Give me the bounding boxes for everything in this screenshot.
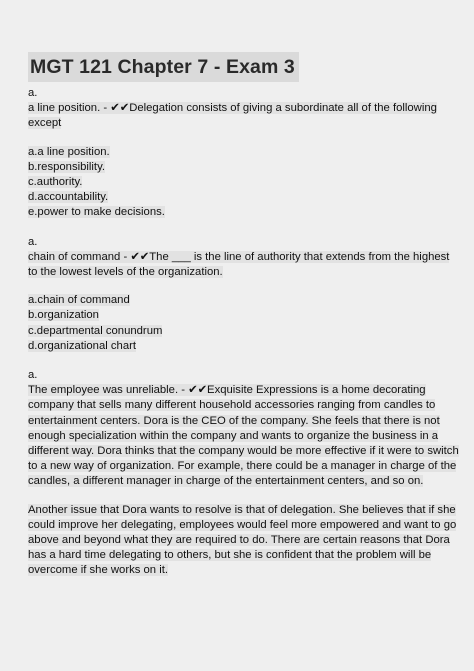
q1-option: b.responsibility.	[28, 160, 106, 173]
q1-question-line: except	[28, 117, 62, 130]
q1-option: d.accountability.	[28, 191, 109, 204]
q3-question-line: enough specialization within the company and wants to organize the business in a	[28, 429, 439, 442]
q1-option: c.authority.	[28, 176, 83, 189]
q3-paragraph-line: has a hard time delegating to others, but she is confident that the problem will be	[28, 549, 432, 562]
q2-option: c.departmental conundrum	[28, 324, 163, 337]
page-title: MGT 121 Chapter 7 - Exam 3	[28, 52, 299, 82]
q2-answer-letter: a.	[28, 235, 38, 248]
q3-answer-letter: a.	[28, 369, 38, 382]
q1-option: e.power to make decisions.	[28, 206, 165, 219]
q1-answer-letter: a.	[28, 87, 38, 99]
q3-question-line: candles, a different manager in charge of the entertainment centers, and so on.	[28, 475, 424, 488]
q3-paragraph-line: Another issue that Dora wants to resolve is that of delegation. She believes that if she	[28, 503, 456, 516]
q3-paragraph-line: above and beyond what they are required to do. There are certain reasons that Dora	[28, 534, 450, 547]
q3-paragraph-line: overcome if she works on it.	[28, 564, 169, 577]
q1-option: a.a line position.	[28, 145, 110, 158]
q3-question-line: different way. Dora thinks that the company would be more effective if it were to switch	[28, 445, 459, 458]
q3-question-line: to a new way of organization. For example, there could be a manager in charge of the	[28, 460, 457, 473]
q1-question-line: a line position. - ✔✔Delegation consists of giving a subordinate all of the following	[28, 102, 437, 115]
q2-question-line: to the lowest levels of the organization.	[28, 266, 223, 279]
q3-question-line: The employee was unreliable. - ✔✔Exquisite Expressions is a home decorating	[28, 384, 426, 397]
q2-option: a.chain of command	[28, 294, 130, 307]
q2-question-line: chain of command - ✔✔The ___ is the line of authority that extends from the highest	[28, 250, 450, 263]
q3-question-line: company that sells many different household accessories ranging from candles to	[28, 399, 436, 412]
q2-option: b.organization	[28, 309, 99, 322]
q3-question-line: entertainment centers. Dora is the CEO of the company. She feels that there is not	[28, 414, 440, 427]
q2-option: d.organizational chart	[28, 339, 137, 352]
q3-paragraph-line: could improve her delegating, employees would feel more empowered and want to go	[28, 518, 457, 531]
